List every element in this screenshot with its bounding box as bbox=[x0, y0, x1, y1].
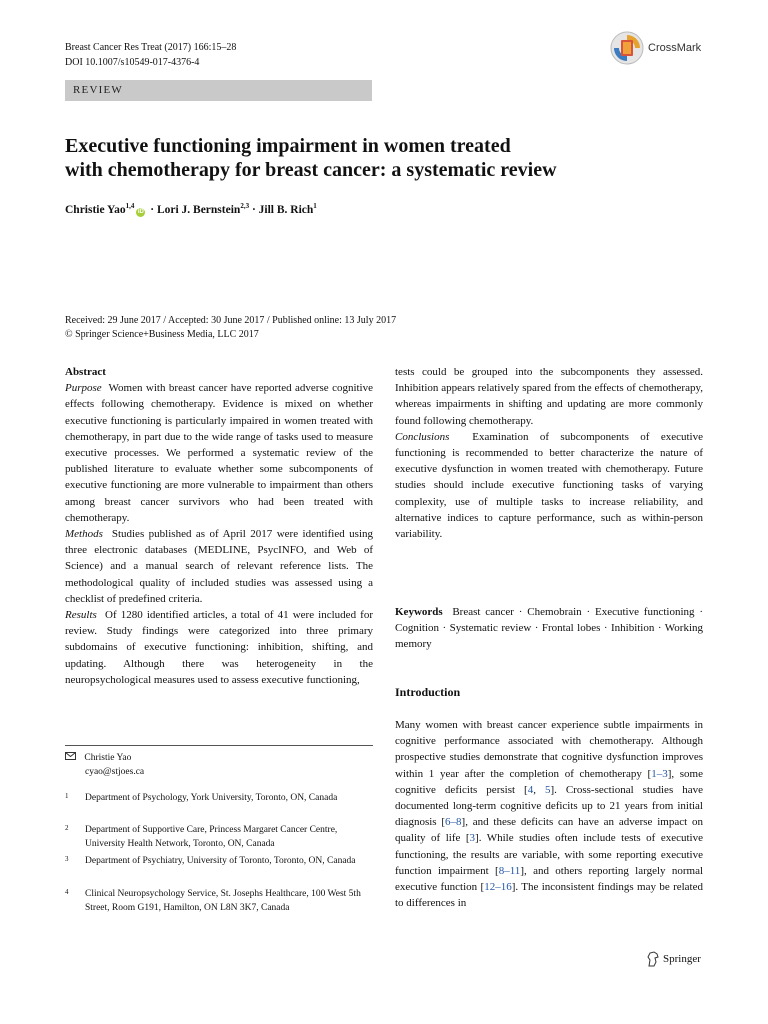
abstract-conclusions bbox=[395, 429, 703, 542]
journal-header bbox=[65, 40, 236, 70]
abstract-heading: Abstract bbox=[65, 366, 106, 378]
citation-link[interactable]: 6–8 bbox=[445, 816, 462, 829]
publisher-logo bbox=[646, 951, 701, 967]
publisher-name: Springer bbox=[663, 953, 701, 965]
author-name[interactable]: Lori J. Bernstein bbox=[156, 203, 241, 216]
footnote-rule bbox=[65, 745, 373, 746]
doi[interactable]: DOI 10.1007/s10549-017-4376-4 bbox=[65, 57, 200, 68]
affiliation-number: 2 bbox=[65, 824, 69, 832]
citation-link[interactable]: 1–3 bbox=[651, 767, 668, 780]
abstract-right-column bbox=[395, 364, 703, 542]
intro-text-segment: ], and these deficits can have an adverse impact on quality of life [ bbox=[395, 816, 703, 845]
title-line-1: Executive functioning impairment in women treated bbox=[65, 135, 511, 157]
author-list bbox=[65, 202, 317, 217]
affiliation-text: Department of Supportive Care, Princess Margaret Cancer Centre, University Health Network, Toronto, ON, Canada bbox=[85, 825, 338, 849]
intro-text-segment: , bbox=[533, 783, 545, 796]
intro-text-segment: ], and others reporting largely normal executive function [ bbox=[395, 864, 704, 894]
author-name[interactable]: Christie Yao bbox=[65, 203, 126, 216]
introduction-text bbox=[395, 717, 703, 911]
conclusions-text: Examination of subcomponents of executive functioning is recommended to better characterize the nature of executive dysfunction in women treated with chemotherapy. Future studies should include executive functioning tasks of varying complexity, use of multiple tasks to increase reliability, and alternative indices to capture performance, such as within-person variability. bbox=[395, 430, 703, 541]
citation-link[interactable]: 4 bbox=[527, 783, 534, 796]
purpose-text: Women with breast cancer have reported adverse cognitive effects following chemotherapy. Evidence is mixed on whether executive functioning is particularly impaired in women treated with chemotherapy, in part due to the wide range of tasks used to measure executive processes. We performed a systematic review of the published literature to evaluate whether some subcomponents of executive functioning are more vulnerable to impairment than others among breast cancer survivors who had been treated with chemotherapy. bbox=[65, 382, 373, 524]
history-dates: Received: 29 June 2017 / Accepted: 30 June 2017 / Published online: 13 July 2017 bbox=[65, 315, 397, 326]
correspondence-name: Christie Yao bbox=[84, 753, 132, 763]
correspondence-email[interactable]: cyao@stjoes.ca bbox=[85, 767, 145, 777]
citation-link[interactable]: 3 bbox=[469, 832, 476, 845]
title-line-2: with chemotherapy for breast cancer: a systematic review bbox=[65, 159, 557, 181]
citation-link[interactable]: 5 bbox=[544, 783, 551, 796]
affiliations bbox=[0, 790, 380, 940]
abstract-results bbox=[65, 607, 373, 688]
affiliation-text: Department of Psychology, York University, Toronto, ON, Canada bbox=[85, 793, 338, 803]
intro-text-segment: ]. The inconsistent findings may be related to differences in bbox=[395, 881, 703, 910]
affiliation-text: Clinical Neuropsychology Service, St. Josephs Healthcare, 100 West 5th Street, Room G191, Hamilton, ON L8N 3K7, Canada bbox=[85, 889, 361, 913]
author-affiliation-ref: 1,4 bbox=[125, 202, 135, 210]
keywords bbox=[395, 604, 703, 653]
journal-citation: Breast Cancer Res Treat (2017) 166:15–28 bbox=[65, 42, 237, 53]
copyright: © Springer Science+Business Media, LLC 2017 bbox=[65, 329, 259, 340]
author-affiliation-ref: 1 bbox=[313, 202, 317, 210]
affiliation-text: Department of Psychiatry, University of Toronto, Toronto, ON, Canada bbox=[85, 856, 356, 866]
intro-text-segment: ], some cognitive deficits persist [ bbox=[395, 767, 703, 796]
springer-horse-icon bbox=[646, 951, 660, 967]
affiliation-number: 1 bbox=[65, 792, 69, 800]
abstract-results-continued: tests could be grouped into the subcomponents they assessed. Inhibition appears relatively spared from the effects of chemotherapy, whereas impairments in shifting and updating are more commonly found following chemotherapy. bbox=[395, 366, 703, 427]
author-name[interactable]: Jill B. Rich bbox=[258, 203, 314, 216]
results-text: Of 1280 identified articles, a total of 41 were included for review. Study findings were categorized into three primary subdomains of executive functioning: inhibition, shifting, and updating. Although there was heterogeneity in the neuropsychological measures used to assess executive functioning, bbox=[65, 609, 373, 686]
orcid-icon[interactable]: iD bbox=[137, 208, 144, 215]
envelope-icon bbox=[65, 753, 78, 763]
article-type-band: REVIEW bbox=[65, 80, 372, 101]
abstract-methods bbox=[65, 526, 373, 607]
affiliation-number: 4 bbox=[65, 888, 69, 896]
intro-text-segment: ]. Cross-sectional studies have documented long-term cognitive deficits up to 21 years from initial diagnosis [ bbox=[395, 783, 703, 829]
author-separator: · bbox=[147, 203, 157, 216]
abstract-left-column bbox=[65, 364, 373, 688]
intro-text-segment: ]. While studies often include tests of executive functioning, the results are variable, with some reporting executive function impairment [ bbox=[395, 832, 703, 877]
crossmark-icon bbox=[610, 31, 644, 65]
author-affiliation-ref: 2,3 bbox=[240, 202, 250, 210]
correspondence bbox=[65, 752, 131, 766]
conclusions-label: Conclusions bbox=[395, 430, 450, 443]
crossmark-label: CrossMark bbox=[648, 42, 702, 54]
publication-dates bbox=[65, 314, 396, 342]
keywords-text: Breast cancer · Chemobrain · Executive functioning · Cognition · Systematic review · Frontal lobes · Inhibition · Working memory bbox=[395, 606, 704, 651]
methods-text: Studies published as of April 2017 were identified using three electronic databases (MEDLINE, PsycINFO, and Web of Science) and a manual search of relevant reference lists. The methodological quality of included studies was assessed using a checklist of predefined criteria. bbox=[65, 528, 374, 605]
crossmark-badge[interactable] bbox=[610, 28, 710, 68]
article-title bbox=[65, 134, 705, 182]
introduction-heading: Introduction bbox=[395, 685, 461, 699]
citation-link[interactable]: 8–11 bbox=[498, 864, 521, 877]
methods-label: Methods bbox=[65, 528, 103, 541]
purpose-label: Purpose bbox=[65, 382, 102, 395]
author-separator: · bbox=[249, 203, 259, 216]
results-label: Results bbox=[65, 609, 97, 622]
abstract-purpose bbox=[65, 380, 373, 526]
affiliation-number: 3 bbox=[65, 855, 69, 863]
intro-text-segment: Many women with breast cancer experience subtle impairments in cognitive performance associated with chemotherapy. Although prospective studies demonstrate that cognitive dysfunction improves within 1 year after the completion of chemotherapy [ bbox=[395, 719, 703, 780]
keywords-label: Keywords bbox=[395, 606, 443, 618]
citation-link[interactable]: 12–16 bbox=[484, 881, 512, 894]
